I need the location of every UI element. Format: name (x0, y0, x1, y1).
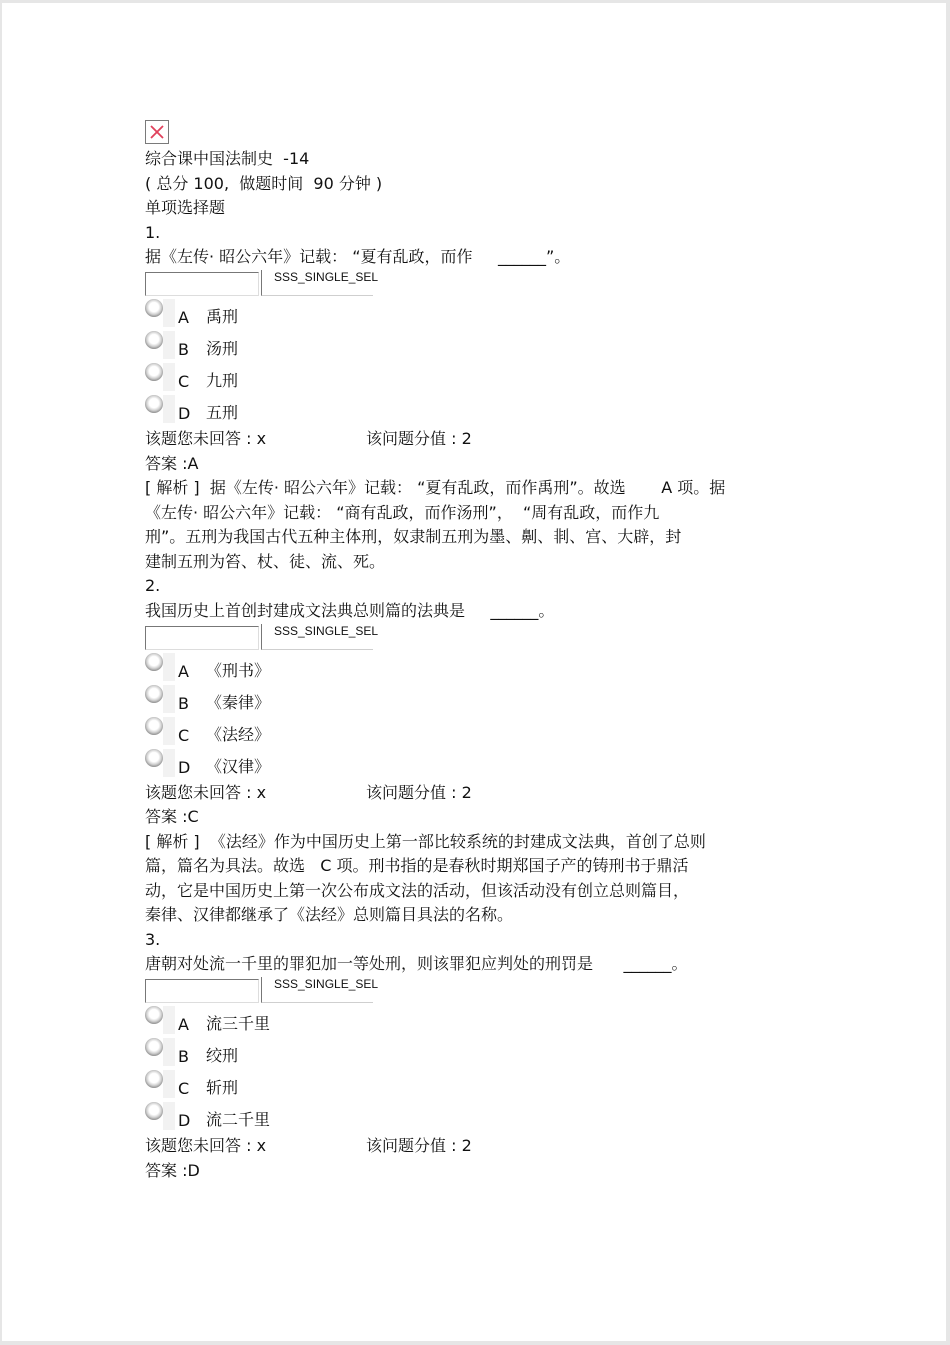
answer-status (145, 427, 825, 452)
unanswered-status: 该题您未回答 : x (145, 782, 267, 802)
option-d[interactable] (145, 749, 825, 781)
document-page (2, 3, 946, 1341)
radio-button-icon[interactable] (145, 363, 163, 381)
answer-select (145, 270, 825, 299)
radio-button-icon[interactable] (145, 1070, 163, 1088)
option-c[interactable] (145, 1070, 825, 1102)
document-title: 综合课中国法制史 -14 (145, 149, 310, 168)
question-stem: 我国历史上首创封建成文法典总则篇的法典是 ______。 (145, 600, 555, 620)
question-number: 1. (145, 222, 161, 242)
question-number: 3. (145, 929, 161, 949)
analysis-line: [ 解析 ] 据《左传· 昭公六年》记载： “夏有乱政，而作禹刑”。故选 A 项。据 (145, 478, 726, 497)
exam-meta: ( 总分 100, 做题时间 90 分钟 ) (145, 173, 383, 193)
option-text: 流二千里 (206, 1110, 271, 1129)
option-letter: D (178, 1111, 191, 1130)
option-text: 九刑 (206, 371, 239, 390)
option-b[interactable] (145, 331, 825, 363)
option-text: 《刑书》 (206, 660, 271, 680)
option-letter: B (178, 693, 189, 713)
option-c[interactable] (145, 363, 825, 395)
answer-select (145, 624, 825, 653)
question-stem: 唐朝对处流一千里的罪犯加一等处刑，则该罪犯应判处的刑罚是 ______。 (145, 954, 688, 973)
analysis-line: 篇，篇名为具法。故选 C 项。刑书指的是春秋时期郑国子产的铸刑书于鼎活 (145, 856, 689, 875)
radio-button-icon[interactable] (145, 1006, 163, 1024)
radio-button-icon[interactable] (145, 331, 163, 349)
analysis-line: 动，它是中国历史上第一次公布成文法的活动，但该活动没有创立总则篇目， (145, 880, 690, 900)
question-3 (145, 928, 825, 1184)
select-type-label: SSS_SINGLE_SEL (261, 977, 373, 1003)
question-1 (145, 221, 825, 575)
question-2 (145, 574, 825, 928)
broken-image-icon (145, 120, 169, 144)
option-c[interactable] (145, 717, 825, 749)
option-a[interactable] (145, 653, 825, 685)
option-a[interactable] (145, 299, 825, 331)
correct-answer: 答案 :D (145, 1160, 200, 1180)
analysis-line: 《左传· 昭公六年》记载： “商有乱政，而作汤刑”， “周有乱政，而作九 (145, 502, 660, 522)
select-type-label: SSS_SINGLE_SEL (261, 270, 373, 296)
answer-analysis (145, 830, 825, 928)
option-letter: C (178, 725, 190, 745)
correct-answer: 答案 :A (145, 453, 199, 473)
question-number: 2. (145, 576, 161, 595)
answer-input[interactable] (145, 272, 259, 296)
option-text: 《秦律》 (206, 692, 271, 712)
section-heading: 单项选择题 (145, 198, 226, 217)
option-d[interactable] (145, 395, 825, 427)
option-text: 禹刑 (206, 307, 239, 326)
analysis-line: [ 解析 ] 《法经》作为中国历史上第一部比较系统的封建成文法典，首创了总则 (145, 831, 706, 851)
select-type-label: SSS_SINGLE_SEL (261, 624, 373, 650)
option-text: 绞刑 (206, 1046, 239, 1065)
document-content (145, 120, 825, 1183)
option-text: 五刑 (206, 403, 239, 422)
radio-button-icon[interactable] (145, 685, 163, 703)
radio-button-icon[interactable] (145, 749, 163, 767)
answer-analysis (145, 476, 825, 574)
answer-status (145, 781, 825, 806)
unanswered-status: 该题您未回答 : x (145, 429, 267, 448)
answer-status (145, 1134, 825, 1159)
option-text: 《汉律》 (206, 756, 271, 776)
answer-select (145, 977, 825, 1006)
option-text: 《法经》 (206, 724, 271, 744)
option-letter: D (178, 404, 191, 423)
question-score: 该问题分值 : 2 (366, 782, 472, 802)
analysis-line: 秦律、汉律都继承了《法经》总则篇目具法的名称。 (145, 905, 514, 924)
radio-button-icon[interactable] (145, 717, 163, 735)
option-text: 流三千里 (206, 1014, 271, 1033)
question-score: 该问题分值 : 2 (366, 429, 472, 448)
analysis-line: 建制五刑为笞、杖、徒、流、死。 (145, 551, 386, 571)
radio-button-icon[interactable] (145, 1038, 163, 1056)
option-text: 汤刑 (206, 339, 239, 358)
unanswered-status: 该题您未回答 : x (145, 1136, 267, 1155)
option-letter: C (178, 372, 190, 391)
analysis-line: 刑”。五刑为我国古代五种主体刑，奴隶制五刑为墨、劓、剕、宫、大辟，封 (145, 527, 682, 546)
radio-button-icon[interactable] (145, 1102, 163, 1120)
option-letter: B (178, 340, 189, 359)
radio-button-icon[interactable] (145, 653, 163, 671)
option-a[interactable] (145, 1006, 825, 1038)
option-b[interactable] (145, 685, 825, 717)
answer-input[interactable] (145, 979, 259, 1003)
option-b[interactable] (145, 1038, 825, 1070)
question-stem: 据《左传· 昭公六年》记载： “夏有乱政，而作 ______”。 (145, 247, 571, 266)
radio-button-icon[interactable] (145, 395, 163, 413)
option-letter: B (178, 1047, 189, 1066)
question-score: 该问题分值 : 2 (366, 1136, 472, 1155)
option-letter: C (178, 1079, 190, 1098)
answer-input[interactable] (145, 626, 259, 650)
option-letter: D (178, 757, 191, 777)
option-letter: A (178, 661, 189, 681)
radio-button-icon[interactable] (145, 299, 163, 317)
option-text: 斩刑 (206, 1078, 239, 1097)
option-d[interactable] (145, 1102, 825, 1134)
option-letter: A (178, 308, 189, 327)
correct-answer: 答案 :C (145, 807, 199, 826)
option-letter: A (178, 1015, 189, 1034)
